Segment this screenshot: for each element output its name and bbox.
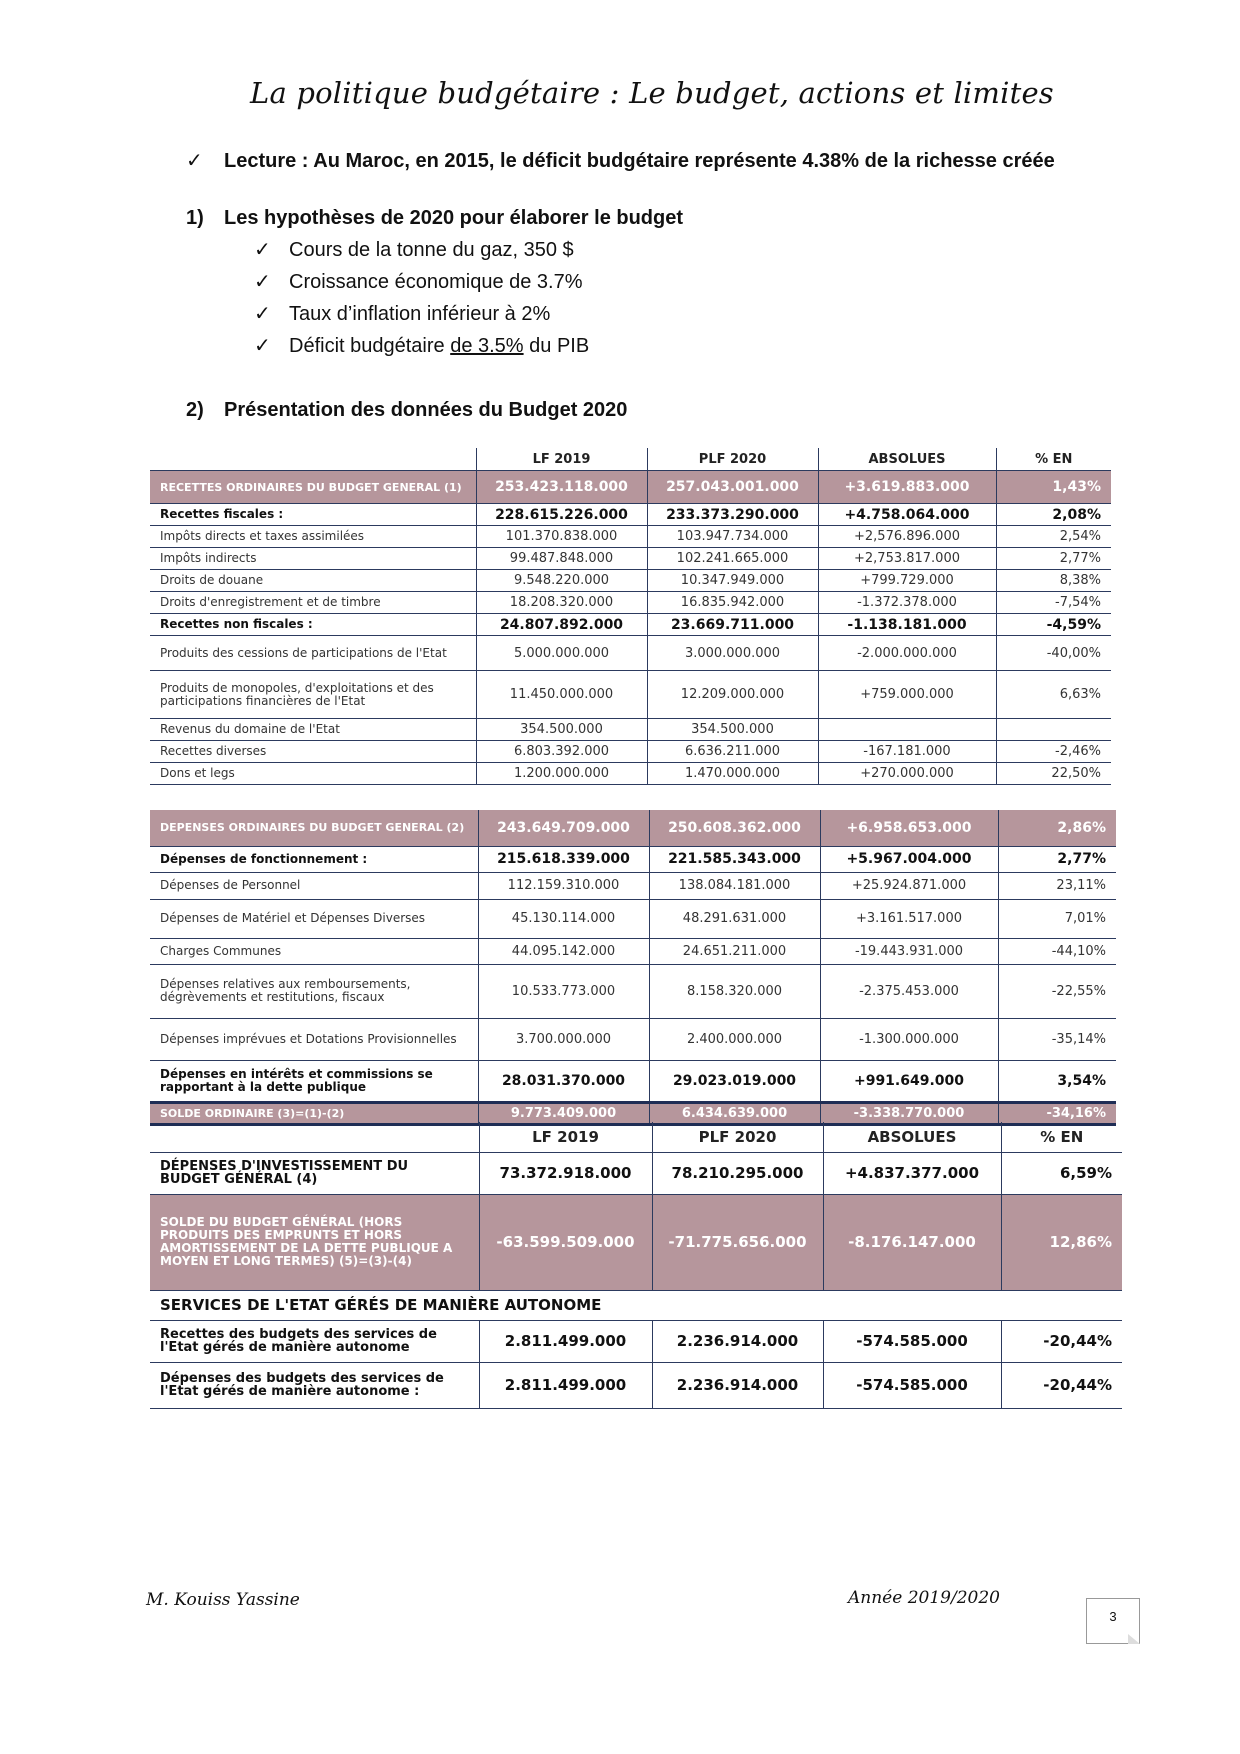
cell-lf2019: 215.618.339.000 — [478, 846, 649, 872]
cell-pct: -44,10% — [998, 938, 1116, 964]
cell-plf2020: 78.210.295.000 — [652, 1152, 823, 1194]
cell-plf2020: 48.291.631.000 — [649, 899, 820, 938]
page-title: La politique budgétaire : Le budget, actions et limites — [250, 76, 1054, 110]
cell-plf2020: 2.236.914.000 — [652, 1362, 823, 1408]
section-2-title: Présentation des données du Budget 2020 — [224, 399, 628, 421]
row-label: Dépenses en intérêts et commissions se rapportant à la dette publique — [150, 1060, 478, 1102]
cell-absolues: -574.585.000 — [823, 1362, 1001, 1408]
table-row — [150, 1060, 1116, 1102]
table-row — [150, 671, 1111, 719]
cell-lf2019: 112.159.310.000 — [478, 872, 649, 899]
table-row — [150, 964, 1116, 1018]
table-row — [150, 899, 1116, 938]
cell-pct: -34,16% — [998, 1102, 1116, 1124]
row-label: Produits de monopoles, d'exploitations et des participations financières de l'Etat — [150, 671, 476, 719]
lecture-text: Lecture : Au Maroc, en 2015, le déficit budgétaire représente 4.38% de la richesse créée — [224, 150, 1055, 172]
cell-absolues: +2,576.896.000 — [818, 526, 996, 548]
investissement-table — [150, 1122, 1122, 1409]
cell-lf2019: 99.487.848.000 — [476, 548, 647, 570]
cell-pct: 2,86% — [998, 810, 1116, 846]
table-row — [150, 526, 1111, 548]
cell-lf2019: 9.548.220.000 — [476, 570, 647, 592]
section-1-number: 1) — [186, 207, 204, 229]
column-absolues-header: ABSOLUES — [818, 448, 996, 471]
cell-absolues: -167.181.000 — [818, 741, 996, 763]
cell-plf2020: 16.835.942.000 — [647, 592, 818, 614]
cell-plf2020: 103.947.734.000 — [647, 526, 818, 548]
hypothesis-inflation: Taux d’inflation inférieur à 2% — [289, 303, 551, 325]
cell-plf2020: 24.651.211.000 — [649, 938, 820, 964]
cell-plf2020: 233.373.290.000 — [647, 504, 818, 526]
cell-absolues: -19.443.931.000 — [820, 938, 998, 964]
table-row — [150, 1362, 1122, 1408]
row-label: Produits des cessions de participations de l'Etat — [150, 636, 476, 671]
section-2-number: 2) — [186, 399, 204, 421]
column-plf2020-header: PLF 2020 — [647, 448, 818, 471]
cell-absolues: -2.375.453.000 — [820, 964, 998, 1018]
cell-lf2019: -63.599.509.000 — [479, 1194, 652, 1290]
cell-plf2020: 138.084.181.000 — [649, 872, 820, 899]
cell-plf2020: 257.043.001.000 — [647, 471, 818, 504]
cell-plf2020: 6.434.639.000 — [649, 1102, 820, 1124]
footer-year: Année 2019/2020 — [848, 1588, 1000, 1608]
cell-plf2020: 354.500.000 — [647, 719, 818, 741]
cell-lf2019: 2.811.499.000 — [479, 1320, 652, 1362]
cell-plf2020: 2.236.914.000 — [652, 1320, 823, 1362]
row-label: Dépenses imprévues et Dotations Provisionnelles — [150, 1018, 478, 1060]
table-row — [150, 938, 1116, 964]
row-label: Droits d'enregistrement et de timbre — [150, 592, 476, 614]
cell-lf2019: 10.533.773.000 — [478, 964, 649, 1018]
cell-lf2019: 101.370.838.000 — [476, 526, 647, 548]
cell-lf2019: 228.615.226.000 — [476, 504, 647, 526]
cell-plf2020: -71.775.656.000 — [652, 1194, 823, 1290]
recettes-table — [150, 448, 1111, 785]
hypothesis-deficit-underlined: de 3.5% — [450, 335, 524, 357]
cell-pct: -20,44% — [1001, 1362, 1122, 1408]
cell-lf2019: 6.803.392.000 — [476, 741, 647, 763]
cell-pct: -4,59% — [996, 614, 1111, 636]
row-label: Dépenses relatives aux remboursements, dégrèvements et restitutions, fiscaux — [150, 964, 478, 1018]
table-row — [150, 846, 1116, 872]
hypothesis-deficit-pre: Déficit budgétaire — [289, 335, 451, 357]
cell-pct: 2,08% — [996, 504, 1111, 526]
check-icon: ✓ — [254, 237, 271, 261]
column-lf2019-header: LF 2019 — [479, 1122, 652, 1152]
cell-absolues: -1.300.000.000 — [820, 1018, 998, 1060]
cell-pct: 6,59% — [1001, 1152, 1122, 1194]
cell-pct: 7,01% — [998, 899, 1116, 938]
cell-pct: 1,43% — [996, 471, 1111, 504]
hypothesis-deficit-post: du PIB — [523, 335, 590, 357]
cell-pct: 3,54% — [998, 1060, 1116, 1102]
row-label: SOLDE ORDINAIRE (3)=(1)-(2) — [150, 1102, 478, 1124]
cell-lf2019: 11.450.000.000 — [476, 671, 647, 719]
cell-pct: -22,55% — [998, 964, 1116, 1018]
cell-lf2019: 3.700.000.000 — [478, 1018, 649, 1060]
hypothesis-gas-price: Cours de la tonne du gaz, 350 $ — [289, 239, 574, 261]
cell-absolues: +270.000.000 — [818, 763, 996, 785]
row-label: RECETTES ORDINAIRES DU BUDGET GENERAL (1) — [150, 471, 476, 504]
row-label: Droits de douane — [150, 570, 476, 592]
row-label: SOLDE DU BUDGET GÉNÉRAL (HORS PRODUITS DES EMPRUNTS ET HORS AMORTISSEMENT DE LA DETTE PUBLIQUE A MOYEN ET LONG TERMES) (5)=(3)-(4) — [150, 1194, 479, 1290]
cell-absolues: -574.585.000 — [823, 1320, 1001, 1362]
cell-lf2019: 1.200.000.000 — [476, 763, 647, 785]
cell-absolues: +759.000.000 — [818, 671, 996, 719]
cell-lf2019: 2.811.499.000 — [479, 1362, 652, 1408]
table-row — [150, 763, 1111, 785]
table-row — [150, 570, 1111, 592]
cell-lf2019: 45.130.114.000 — [478, 899, 649, 938]
cell-pct: 23,11% — [998, 872, 1116, 899]
cell-absolues: +4.837.377.000 — [823, 1152, 1001, 1194]
cell-absolues: +5.967.004.000 — [820, 846, 998, 872]
table-row — [150, 1320, 1122, 1362]
cell-absolues: +3.619.883.000 — [818, 471, 996, 504]
cell-absolues: +25.924.871.000 — [820, 872, 998, 899]
table-row — [150, 741, 1111, 763]
cell-plf2020: 10.347.949.000 — [647, 570, 818, 592]
cell-lf2019: 18.208.320.000 — [476, 592, 647, 614]
page-number-text: 3 — [1109, 1609, 1117, 1624]
row-label: Dépenses de Matériel et Dépenses Diverses — [150, 899, 478, 938]
cell-absolues: -3.338.770.000 — [820, 1102, 998, 1124]
row-label: Dépenses des budgets des services de l'Etat gérés de manière autonome : — [150, 1362, 479, 1408]
column-lf2019-header: LF 2019 — [476, 448, 647, 471]
column-plf2020-header: PLF 2020 — [652, 1122, 823, 1152]
cell-lf2019: 5.000.000.000 — [476, 636, 647, 671]
cell-absolues: -8.176.147.000 — [823, 1194, 1001, 1290]
cell-plf2020: 221.585.343.000 — [649, 846, 820, 872]
cell-absolues: +4.758.064.000 — [818, 504, 996, 526]
cell-pct: -2,46% — [996, 741, 1111, 763]
table-row — [150, 1102, 1116, 1124]
cell-lf2019: 44.095.142.000 — [478, 938, 649, 964]
depenses-table — [150, 810, 1116, 1126]
table-header-row — [150, 448, 1111, 471]
cell-pct — [996, 719, 1111, 741]
cell-plf2020: 8.158.320.000 — [649, 964, 820, 1018]
cell-pct: 2,54% — [996, 526, 1111, 548]
row-label: Dépenses de Personnel — [150, 872, 478, 899]
cell-pct: -7,54% — [996, 592, 1111, 614]
table-row — [150, 548, 1111, 570]
cell-plf2020: 1.470.000.000 — [647, 763, 818, 785]
cell-plf2020: 3.000.000.000 — [647, 636, 818, 671]
cell-plf2020: 102.241.665.000 — [647, 548, 818, 570]
cell-lf2019: 354.500.000 — [476, 719, 647, 741]
table-row — [150, 719, 1111, 741]
column-pct-header: % EN — [996, 448, 1111, 471]
footer-author: M. Kouiss Yassine — [146, 1590, 300, 1610]
row-label: DÉPENSES D'INVESTISSEMENT DU BUDGET GÉNÉRAL (4) — [150, 1152, 479, 1194]
cell-lf2019: 24.807.892.000 — [476, 614, 647, 636]
cell-absolues: -1.138.181.000 — [818, 614, 996, 636]
cell-pct: -35,14% — [998, 1018, 1116, 1060]
cell-absolues: +3.161.517.000 — [820, 899, 998, 938]
cell-pct: 6,63% — [996, 671, 1111, 719]
cell-pct: 2,77% — [996, 548, 1111, 570]
hypothesis-growth: Croissance économique de 3.7% — [289, 271, 583, 293]
cell-lf2019: 243.649.709.000 — [478, 810, 649, 846]
cell-lf2019: 9.773.409.000 — [478, 1102, 649, 1124]
row-label: Revenus du domaine de l'Etat — [150, 719, 476, 741]
segma-section-title: SERVICES DE L'ETAT GÉRÉS DE MANIÈRE AUTONOME — [150, 1290, 1122, 1320]
cell-absolues: +991.649.000 — [820, 1060, 998, 1102]
table-row — [150, 1018, 1116, 1060]
cell-lf2019: 73.372.918.000 — [479, 1152, 652, 1194]
section-1-title: Les hypothèses de 2020 pour élaborer le budget — [224, 207, 684, 229]
table-row — [150, 1152, 1122, 1194]
cell-lf2019: 28.031.370.000 — [478, 1060, 649, 1102]
row-label: Recettes non fiscales : — [150, 614, 476, 636]
cell-pct: -40,00% — [996, 636, 1111, 671]
column-label-header — [150, 448, 476, 471]
section-row — [150, 1290, 1122, 1320]
table-row — [150, 471, 1111, 504]
cell-plf2020: 23.669.711.000 — [647, 614, 818, 636]
row-label: Dons et legs — [150, 763, 476, 785]
table-row — [150, 636, 1111, 671]
row-label: DEPENSES ORDINAIRES DU BUDGET GENERAL (2) — [150, 810, 478, 846]
table-row — [150, 810, 1116, 846]
column-pct-header: % EN — [1001, 1122, 1122, 1152]
cell-plf2020: 6.636.211.000 — [647, 741, 818, 763]
table-row — [150, 504, 1111, 526]
check-icon: ✓ — [254, 333, 271, 357]
hypothesis-deficit — [289, 335, 589, 358]
row-label: Dépenses de fonctionnement : — [150, 846, 478, 872]
cell-absolues: +6.958.653.000 — [820, 810, 998, 846]
cell-lf2019: 253.423.118.000 — [476, 471, 647, 504]
row-label: Charges Communes — [150, 938, 478, 964]
cell-absolues: -1.372.378.000 — [818, 592, 996, 614]
table-row — [150, 614, 1111, 636]
row-label: Recettes diverses — [150, 741, 476, 763]
cell-pct: 22,50% — [996, 763, 1111, 785]
cell-absolues: +2,753.817.000 — [818, 548, 996, 570]
column-label-header — [150, 1122, 479, 1152]
row-label: Recettes fiscales : — [150, 504, 476, 526]
table-row — [150, 592, 1111, 614]
cell-plf2020: 29.023.019.000 — [649, 1060, 820, 1102]
check-icon: ✓ — [254, 301, 271, 325]
cell-pct: 8,38% — [996, 570, 1111, 592]
page-fold-icon — [1128, 1634, 1140, 1644]
cell-plf2020: 2.400.000.000 — [649, 1018, 820, 1060]
table-row — [150, 1194, 1122, 1290]
row-label: Recettes des budgets des services de l'Etat gérés de manière autonome — [150, 1320, 479, 1362]
cell-plf2020: 250.608.362.000 — [649, 810, 820, 846]
cell-absolues: -2.000.000.000 — [818, 636, 996, 671]
cell-pct: 12,86% — [1001, 1194, 1122, 1290]
check-icon: ✓ — [254, 269, 271, 293]
cell-absolues: +799.729.000 — [818, 570, 996, 592]
cell-absolues — [818, 719, 996, 741]
check-icon: ✓ — [186, 148, 203, 172]
cell-plf2020: 12.209.000.000 — [647, 671, 818, 719]
table-row — [150, 872, 1116, 899]
cell-pct: -20,44% — [1001, 1320, 1122, 1362]
column-absolues-header: ABSOLUES — [823, 1122, 1001, 1152]
cell-pct: 2,77% — [998, 846, 1116, 872]
page-number — [1086, 1598, 1140, 1644]
table-header-row — [150, 1122, 1122, 1152]
row-label: Impôts directs et taxes assimilées — [150, 526, 476, 548]
row-label: Impôts indirects — [150, 548, 476, 570]
